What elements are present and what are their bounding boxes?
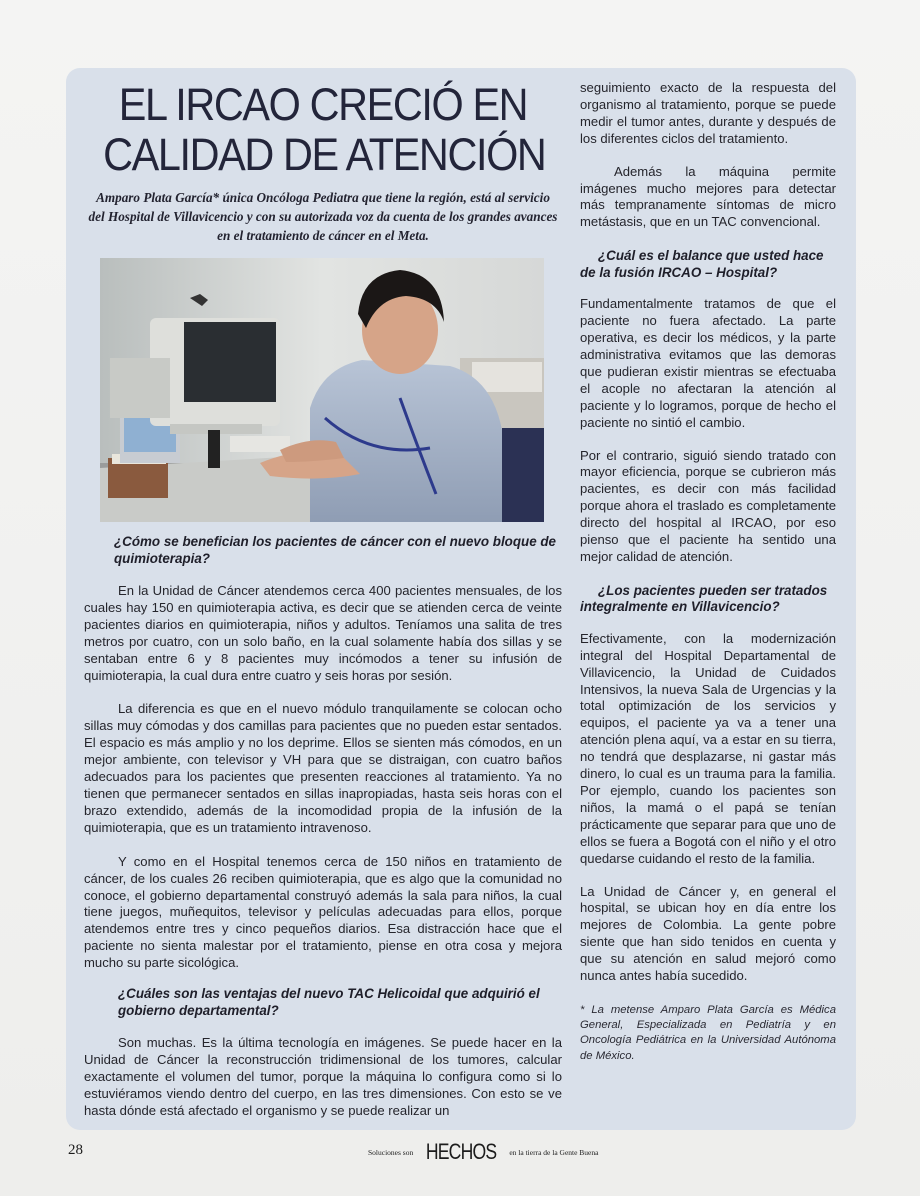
headline-line-2: CALIDAD DE ATENCIÓN <box>103 129 546 180</box>
question-2: ¿Cuáles son las ventajas del nuevo TAC Helicoidal que adquirió el gobierno departamental? <box>118 986 540 1018</box>
footer-brand-logo: HECHOS <box>426 1139 497 1164</box>
answer-3-paragraph-1: Fundamentalmente tratamos de que el paciente no fuera afectado. La parte operativa, es decir los médicos, y la parte administrativa evitamos que las demoras que pudieran existir mientras se efectuaba el acople no afectaran la atención al paciente y lo logramos, porque de hecho el paciente no sintió el cambio. <box>580 296 836 430</box>
answer-4-paragraph-2: La Unidad de Cáncer y, en general el hospital, se ubican hoy en día entre los mejores de Colombia. La gente pobre siente que han sido tenidos en cuenta y que su atención en salud mejoró como nunca antes había sucedido. <box>580 883 836 984</box>
footer-brand-pre: Soluciones son <box>368 1147 414 1157</box>
author-footnote: * La metense Amparo Plata García es Médica General, Especializada en Pediatría y en Oncología Pediátrica en la Universidad Autónoma de México. <box>580 1003 836 1062</box>
doctor-photo-illustration <box>100 258 544 522</box>
question-4 <box>580 583 836 616</box>
question-4-text: ¿Los pacientes pueden ser tratados integralmente en Villavicencio? <box>580 582 828 615</box>
answer-2-paragraph-3: Además la máquina permite imágenes mucho mejores para detectar más tempranamente síntomas de micro metástasis, que en un TAC convencional. <box>580 163 836 230</box>
answer-1-paragraph-3: Y como en el Hospital tenemos cerca de 150 niños en tratamiento de cáncer, de los cuales 26 reciben quimioterapia, que es algo que la comunidad no conoce, el gobierno departamental construyó además la sala para niños, la cual tiene juegos, muñequitos, televisor y películas adecuadas para ellos, porque atendemos entre tres y cinco pequeños diarios. Esa distracción hace que el paciente no sienta malestar por el tratamiento, piense en otra cosa y mejora mucho su parte sicológica. <box>84 853 562 971</box>
left-column <box>84 80 562 1120</box>
footer-brand-post: en la tierra de la Gente Buena <box>509 1147 599 1157</box>
footer-brand <box>368 1140 598 1164</box>
answer-3-paragraph-2: Por el contrario, siguió siendo tratado con mayor eficiencia, porque se cubrieron más pacientes, es decir con más facilidad porque ahora el traslado es completamente directo del hospital al IRCAO, por eso pienso que el paciente ha sentido una mejor calidad de atención. <box>580 447 836 564</box>
question-3 <box>580 248 836 281</box>
headline <box>103 79 546 180</box>
question-3-text: ¿Cuál es el balance que usted hace de la fusión IRCAO – Hospital? <box>580 248 824 280</box>
page-number: 28 <box>68 1142 83 1158</box>
article-deck: Amparo Plata García* única Oncóloga Pediatra que tiene la región, está al servicio del Hospital de Villavicencio y con su autorizada voz da cuenta de los grandes avances en el tratamiento de cáncer en el Meta. <box>88 190 558 243</box>
doctor-photo <box>100 258 544 522</box>
question-1: ¿Cómo se benefician los pacientes de cáncer con el nuevo bloque de quimioterapia? <box>114 534 557 566</box>
answer-1-paragraph-1: En la Unidad de Cáncer atendemos cerca 400 pacientes mensuales, de los cuales hay 150 en quimioterapia activa, es decir que se atienden cerca de veinte pacientes diarios en quimioterapia, niños y adultos. Teníamos una salita de tres metros por cuatro, con un solo baño, en la cual solamente había dos sillas y se sentaban entre 6 y 8 pacientes muy incómodos a tener su infusión de quimioterapia, la cual dura entre cuatro y seis horas por sesión. <box>84 583 562 683</box>
answer-2-paragraph-2: seguimiento exacto de la respuesta del organismo al tratamiento, porque se puede medir el tumor antes, durante y después de los diferentes ciclos del tratamiento. <box>580 80 836 146</box>
answer-2-paragraph-1: Son muchas. Es la última tecnología en imágenes. Se puede hacer en la Unidad de Cáncer la reconstrucción tridimensional de los tumores, calcular exactamente el volumen del tumor, porque la máquina lo configura como si lo estuviéramos viendo dentro del cuerpo, en las tres dimensiones. Con esto se ve hasta dónde está afectado el organismo y se puede realizar un <box>84 1035 562 1118</box>
answer-4-paragraph-1: Efectivamente, con la modernización integral del Hospital Departamental de Villavicencio, la Unidad de Cuidados Intensivos, la nueva Sala de Urgencias y la total optimización de los servicios y equipos, el paciente ya va a tener una atención plena aquí, va a estar en su tierra, no tendrá que desplazarse, ni gastar más dinero, lo cual es un trauma para la familia. Por ejemplo, cuando los pacientes son niños, la mamá o el papá se tenían prácticamente que separar para que uno de ellos se fuera a Bogotá con el niño y el otro quedarse cuidando el resto de la familia. <box>580 630 836 866</box>
right-column <box>580 80 836 1064</box>
headline-line-1: EL IRCAO CRECIÓ EN <box>118 79 528 130</box>
answer-1-paragraph-2: La diferencia es que en el nuevo módulo tranquilamente se colocan ocho sillas muy cómodas y dos camillas para pacientes que no pueden estar sentados. El espacio es más amplio y no los deprime. Ellos se sienten más cómodos, en un mejor ambiente, con televisor y VH para que se distraigan, con cuatro baños adecuados para los pacientes que presenten reacciones al tratamiento. Ya no tienen que permanecer sentados en sillas inapropiadas, hasta seis horas con el brazo extendido, además de la incomodidad propia de la infusión de la quimioterapia, que es un tratamiento intravenoso. <box>84 701 562 835</box>
